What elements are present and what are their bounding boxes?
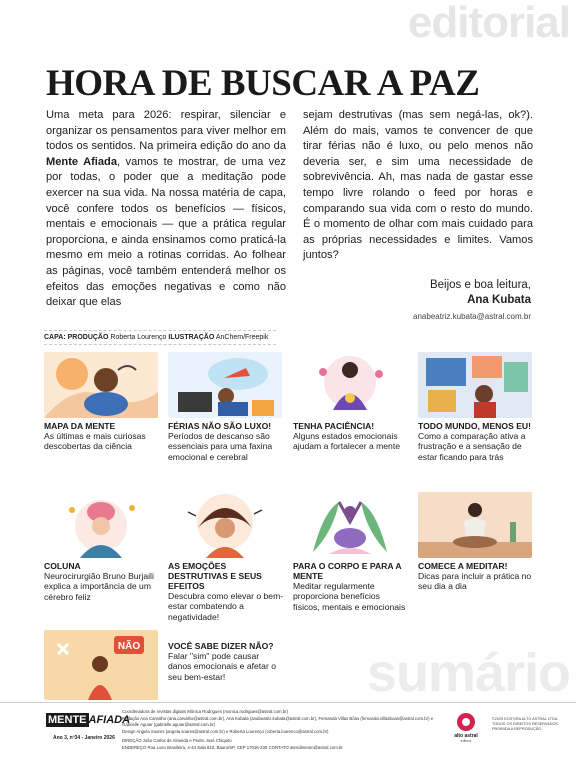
author-name: Ana Kubata bbox=[467, 294, 531, 306]
page-title: HORA DE BUSCAR A PAZ bbox=[46, 63, 480, 104]
logo-part: MENTE bbox=[48, 714, 87, 726]
toc-title: FÉRIAS NÃO SÃO LUXO! bbox=[168, 421, 272, 431]
credit-value: Roberta Lourenço bbox=[110, 334, 167, 341]
editorial-column-2: sejam destrutivas (mas sem negá-las, ok?). Além do mais, vamos te convencer de que tirar férias não é luxo, ou pelo menos não deveria ser, e sim uma necessidade de sobrevivência. Ah, mas nada de gastar esse tempo livre rolando o feed por horas e comparando sua vida com o resto do mundo. É o momento de olhar com mais cuidado para as próprias necessidades e limites. Vamos juntos? bbox=[303, 109, 533, 262]
toc-description: Como a comparação ativa a frustração e a sensação de estar ficando para trás bbox=[418, 431, 526, 462]
staff-line: Redação Ana Carvalho (ana.carvalho@astral.com.br), Ana Kubata (anabeatriz.kubata@astral.com.br), Fernanda Villas Bôas (fernanda.villasboas@astral.com.br) e Gabrielle Aguiar (gabrielle.aguiar@astral.com.br) bbox=[122, 715, 434, 728]
staff-credits bbox=[122, 709, 440, 752]
author-email[interactable]: anabeatriz.kubata@astral.com.br bbox=[413, 312, 531, 321]
toc-title: VOCÊ SABE DIZER NÃO? bbox=[168, 641, 274, 651]
toc-title: TODO MUNDO, MENOS EU! bbox=[418, 421, 531, 431]
toc-title: PARA O CORPO E PARA A MENTE bbox=[293, 561, 402, 581]
publisher-name: alto astral bbox=[454, 733, 478, 739]
stressed-woman-illustration-icon bbox=[168, 492, 282, 558]
toc-item[interactable] bbox=[418, 352, 534, 462]
column-text: , vamos te mostrar, de uma vez por todas, o poder que a meditação pode exercer na sua vida. Na nossa matéria de capa, você confere todos os benefícios — físicos, mentais e emocionais — que a prática regular proporciona, e ainda ensinamos como praticá-la mesmo em meio a rotinas corridas. Ao folhear as páginas, você também entenderá melhor os efeitos das emoções negativas e como não deixar que elas bbox=[46, 155, 286, 309]
vacation-dream-illustration-icon bbox=[168, 352, 282, 418]
staff-line: Coordenadora de revistas digitais Mônica Rodrigues (monica.rodrigues@astral.com.br) bbox=[122, 709, 289, 714]
column-text: Uma meta para 2026: respirar, silenciar e organizar os pensamentos para viver melhor em todos os sentidos. Na primeira edição do ano da bbox=[46, 109, 286, 153]
toc-description: Períodos de descanso são essenciais para uma faxina emocional e cerebral bbox=[168, 431, 273, 462]
toc-description: As últimas e mais curiosas descobertas da ciência bbox=[44, 431, 146, 452]
meditation-room-illustration-icon bbox=[418, 492, 532, 558]
copyright: ©2025 EDITORA ALTO ASTRAL LTDA. TODOS OS DIREITOS RESERVADOS. PROIBIDA A REPRODUÇÃO. bbox=[492, 717, 560, 732]
toc-item[interactable] bbox=[44, 352, 160, 452]
publisher-sub: editora bbox=[460, 739, 472, 743]
toc-description: Descubra como elevar o bem-estar combatendo a negatividade! bbox=[168, 591, 284, 622]
cover-credit bbox=[44, 330, 276, 345]
toc-item[interactable] bbox=[168, 638, 284, 682]
toc-title: TENHA PACIÊNCIA! bbox=[293, 421, 375, 431]
footer bbox=[0, 702, 576, 768]
brain-sun-illustration-icon bbox=[44, 352, 158, 418]
toc-item[interactable] bbox=[293, 492, 409, 612]
signoff-greeting: Beijos e boa leitura, bbox=[429, 279, 531, 291]
staff-line: DIREÇÃO João Carlos de Almeida e Pedro José Chiquito bbox=[122, 738, 232, 744]
credit-label: CAPA: PRODUÇÃO bbox=[44, 334, 109, 341]
toc-item[interactable] bbox=[293, 352, 409, 452]
toc-item[interactable] bbox=[168, 352, 284, 462]
credit-value: AnChem/Freepik bbox=[215, 334, 269, 341]
yoga-lotus-illustration-icon bbox=[293, 492, 407, 558]
section-watermark: sumário bbox=[366, 643, 570, 703]
toc-title: COLUNA bbox=[44, 561, 81, 571]
staff-line: Design Angela Soares (angela.soares@astral.com.br) e Roberta Lourenço (roberta.lourenco@astral.com.br) bbox=[122, 728, 329, 734]
svg-text:NÃO: NÃO bbox=[117, 641, 141, 652]
toc-title: COMECE A MEDITAR! bbox=[418, 561, 508, 571]
section-watermark: editorial bbox=[407, 0, 570, 47]
credit-label: ILUSTRAÇÃO bbox=[168, 334, 215, 341]
signoff bbox=[413, 278, 531, 324]
meditating-woman-illustration-icon bbox=[293, 352, 407, 418]
toc-description: Neurocirurgião Bruno Burjaili explica a importância de um cérebro feliz bbox=[44, 571, 154, 602]
toc-item[interactable] bbox=[44, 630, 162, 700]
publisher-mark-icon bbox=[457, 713, 475, 731]
staff-line: ENDEREÇO Rua Luso Brasileira, 4-44 Sala 810, Bauru/SP, CEP 17016-230 CONTATO atendimento@astral.com.br bbox=[122, 744, 343, 750]
toc-item[interactable] bbox=[168, 492, 284, 622]
say-no-illustration-icon bbox=[44, 630, 158, 700]
toc-description: Falar "sim" pode causar danos emocionais e afetar o seu bem-estar! bbox=[168, 651, 276, 682]
brand-name: Mente Afiada bbox=[46, 155, 117, 168]
toc-title: AS EMOÇÕES DESTRUTIVAS E SEUS EFEITOS bbox=[168, 561, 262, 591]
logo-part: AFIADA bbox=[88, 714, 131, 726]
magazine-logo bbox=[46, 714, 130, 726]
toc-item[interactable] bbox=[418, 492, 534, 592]
publisher-logo bbox=[446, 713, 486, 743]
toc-description: Alguns estados emocionais ajudam a fortalecer a mente bbox=[293, 431, 401, 452]
edition-info: Ano 3, nº34 - Janeiro 2026 bbox=[53, 735, 115, 741]
toc-title: MAPA DA MENTE bbox=[44, 421, 116, 431]
toc-item[interactable] bbox=[44, 492, 160, 602]
editorial-column-1 bbox=[46, 108, 286, 311]
toc-description: Dicas para incluir a prática no seu dia a dia bbox=[418, 571, 532, 592]
toc-description: Meditar regularmente proporciona benefícios físicos, mentais e emocionais bbox=[293, 581, 406, 612]
brain-woman-illustration-icon bbox=[44, 492, 158, 558]
social-media-illustration-icon bbox=[418, 352, 532, 418]
